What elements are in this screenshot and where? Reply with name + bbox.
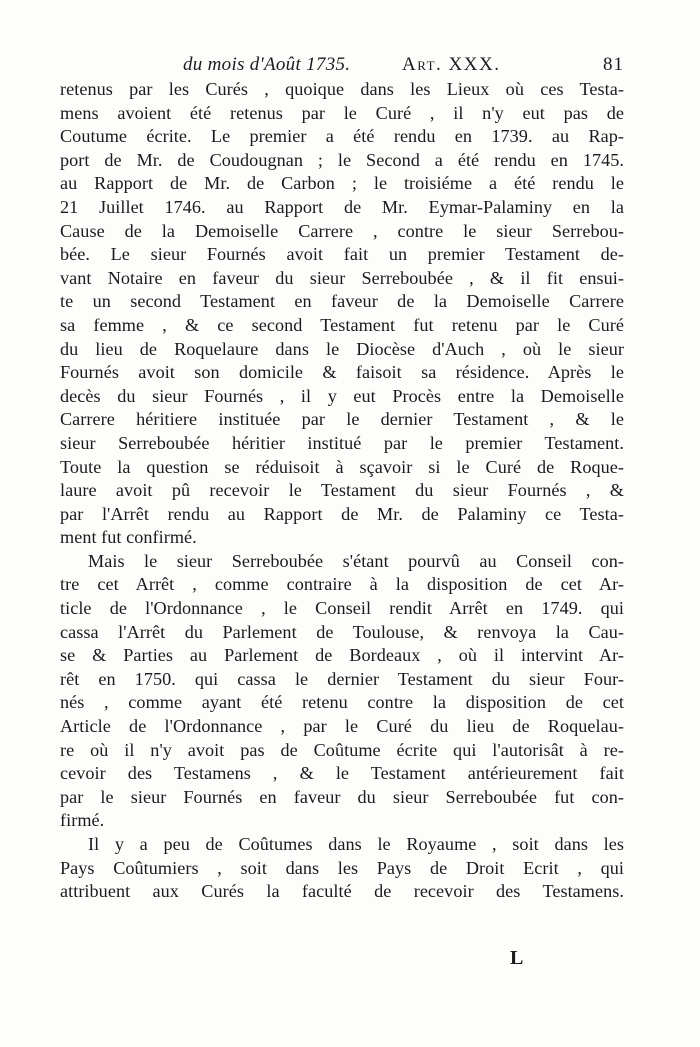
text-line: decès du sieur Fournés , il y eut Procès entre la Demoiselle — [60, 385, 624, 406]
text-line: au Rapport de Mr. de Carbon ; le troisiéme a été rendu le — [60, 173, 624, 194]
paragraph-1 — [60, 78, 624, 550]
text-line: tre cet Arrêt , comme contraire à la disposition de cet Ar- — [60, 574, 624, 595]
text-line: Carrere héritiere instituée par le dernier Testament , & le — [60, 409, 624, 430]
text-line: Pays Coûtumiers , soit dans les Pays de Droit Ecrit , qui — [60, 857, 624, 878]
signature-mark: L — [510, 947, 524, 969]
text-line: se & Parties au Parlement de Bordeaux , où il intervint Ar- — [60, 645, 624, 666]
text-line: ment fut confirmé. — [60, 527, 197, 548]
text-line: cevoir des Testamens , & le Testament antérieurement fait — [60, 763, 624, 784]
text-line: mens avoient été retenus par le Curé , il n'y eut pas de — [60, 102, 624, 123]
text-line: cassa l'Arrêt du Parlement de Toulouse, & renvoya la Cau- — [60, 621, 624, 642]
text-line: Il y a peu de Coûtumes dans le Royaume , soit dans les — [88, 834, 624, 854]
text-line: vant Notaire en faveur du sieur Serreboubée , & il fit ensui- — [60, 267, 624, 288]
running-head-title: du mois d'Août 1735. — [183, 54, 351, 75]
text-line: par l'Arrêt rendu au Rapport de Mr. de Palaminy ce Testa- — [60, 503, 624, 524]
text-line: attribuent aux Curés la faculté de recevoir des Testamens. — [60, 881, 624, 902]
text-line: port de Mr. de Coudougnan ; le Second a été rendu en 1745. — [60, 149, 624, 170]
text-line: Toute la question se réduisoit à sçavoir si le Curé de Roque- — [60, 456, 624, 477]
text-line: Article de l'Ordonnance , par le Curé du lieu de Roquelau- — [60, 716, 624, 737]
text-line: nés , comme ayant été retenu contre la disposition de cet — [60, 692, 624, 713]
text-line: retenus par les Curés , quoique dans les Lieux où ces Testa- — [60, 79, 624, 99]
text-line: re où il n'y avoit pas de Coûtume écrite qui l'autorisât à re- — [60, 739, 624, 760]
text-line: ticle de l'Ordonnance , le Conseil rendit Arrêt en 1749. qui — [60, 598, 624, 619]
text-line: rêt en 1750. qui cassa le dernier Testament du sieur Four- — [60, 668, 624, 689]
paragraph-3 — [60, 833, 624, 904]
text-line: te un second Testament en faveur de la Demoiselle Carrere — [60, 291, 624, 312]
page-number: 81 — [603, 54, 624, 75]
text-line: Fournés avoit son domicile & faisoit sa résidence. Après le — [60, 362, 624, 383]
text-line: bée. Le sieur Fournés avoit fait un premier Testament de- — [60, 244, 624, 265]
paragraph-2 — [60, 550, 624, 833]
text-line: laure avoit pû recevoir le Testament du sieur Fournés , & — [60, 480, 624, 501]
running-head — [60, 52, 624, 78]
text-line: sa femme , & ce second Testament fut retenu par le Curé — [60, 314, 624, 335]
text-line: 21 Juillet 1746. au Rapport de Mr. Eymar-Palaminy en la — [60, 196, 624, 217]
text-line: Cause de la Demoiselle Carrere , contre le sieur Serrebou- — [60, 220, 624, 241]
body-text — [60, 78, 624, 904]
text-line: firmé. — [60, 810, 105, 831]
text-line: par le sieur Fournés en faveur du sieur Serreboubée fut con- — [60, 786, 624, 807]
text-line: sieur Serreboubée héritier institué par le premier Testament. — [60, 432, 624, 453]
text-line: Coutume écrite. Le premier a été rendu en 1739. au Rap- — [60, 126, 624, 147]
text-line: du lieu de Roquelaure dans le Diocèse d'Auch , où le sieur — [60, 338, 624, 359]
running-head-article: Art. XXX. — [402, 54, 501, 75]
text-line: Mais le sieur Serreboubée s'étant pourvû au Conseil con- — [88, 550, 624, 571]
